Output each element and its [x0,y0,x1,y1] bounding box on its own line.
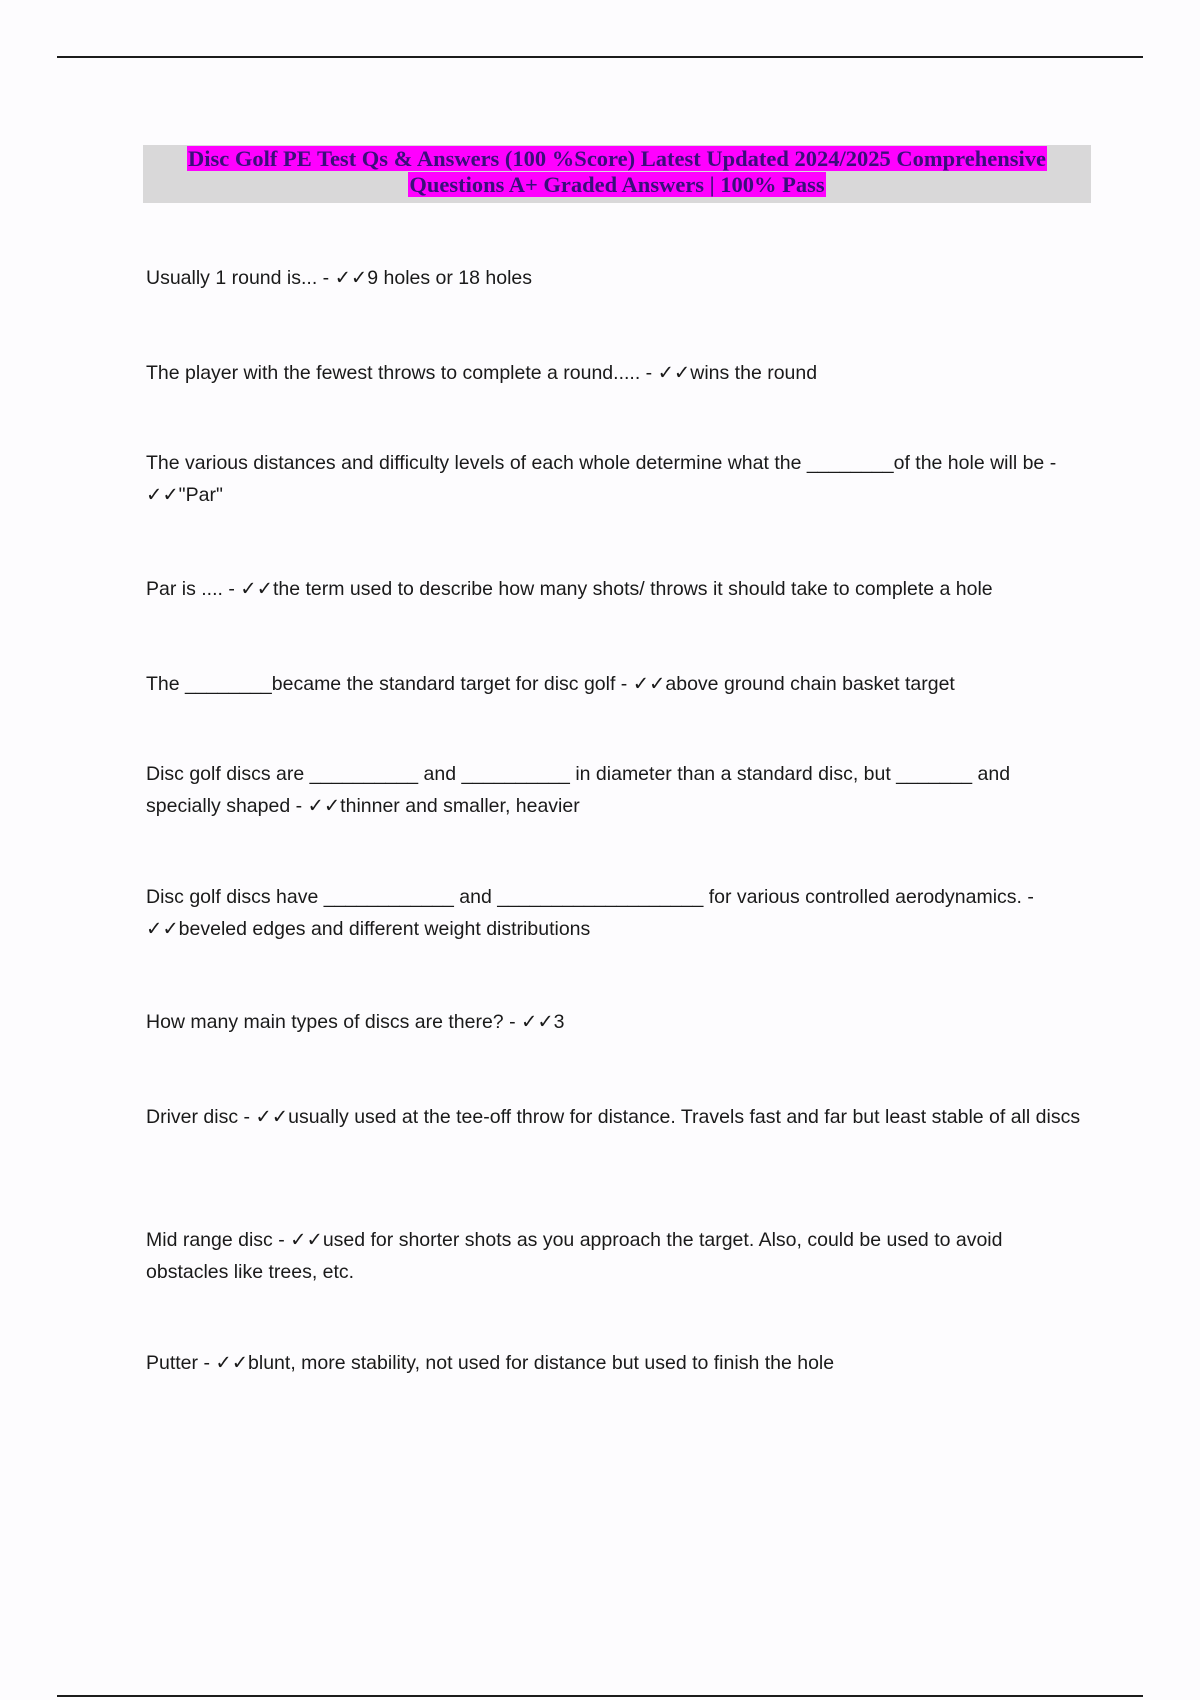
qa-item: Disc golf discs have ____________ and ___________________ for various controlled aerodynamics. - ✓✓beveled edges and different weight distributions [146,886,1034,940]
qa-item: Mid range disc - ✓✓used for shorter shots as you approach the target. Also, could be used to avoid obstacles like trees, etc. [146,1229,1003,1283]
qa-item: Usually 1 round is... - ✓✓9 holes or 18 holes [146,267,533,289]
qa-item: The player with the fewest throws to complete a round..... - ✓✓wins the round [146,362,818,384]
title-line-1: Disc Golf PE Test Qs & Answers (100 %Score) Latest Updated 2024/2025 Comprehensive [188,146,1046,171]
qa-item: Driver disc - ✓✓usually used at the tee-off throw for distance. Travels fast and far but least stable of all discs [146,1106,1081,1128]
qa-item: The various distances and difficulty levels of each whole determine what the ________of the hole will be - ✓✓"Par" [146,452,1057,506]
document-title [143,145,1091,203]
qa-item: The ________became the standard target for disc golf - ✓✓above ground chain basket target [146,673,955,695]
qa-item: How many main types of discs are there? - ✓✓3 [146,1011,565,1033]
top-divider [57,56,1143,58]
qa-item: Disc golf discs are __________ and __________ in diameter than a standard disc, but _______ and specially shaped - ✓✓thinner and smaller, heavier [146,763,1011,817]
bottom-divider [57,1695,1143,1697]
title-line-2: Questions A+ Graded Answers | 100% Pass [409,172,825,197]
qa-item: Par is .... - ✓✓the term used to describe how many shots/ throws it should take to complete a hole [146,578,993,600]
qa-item: Putter - ✓✓blunt, more stability, not used for distance but used to finish the hole [146,1352,835,1374]
